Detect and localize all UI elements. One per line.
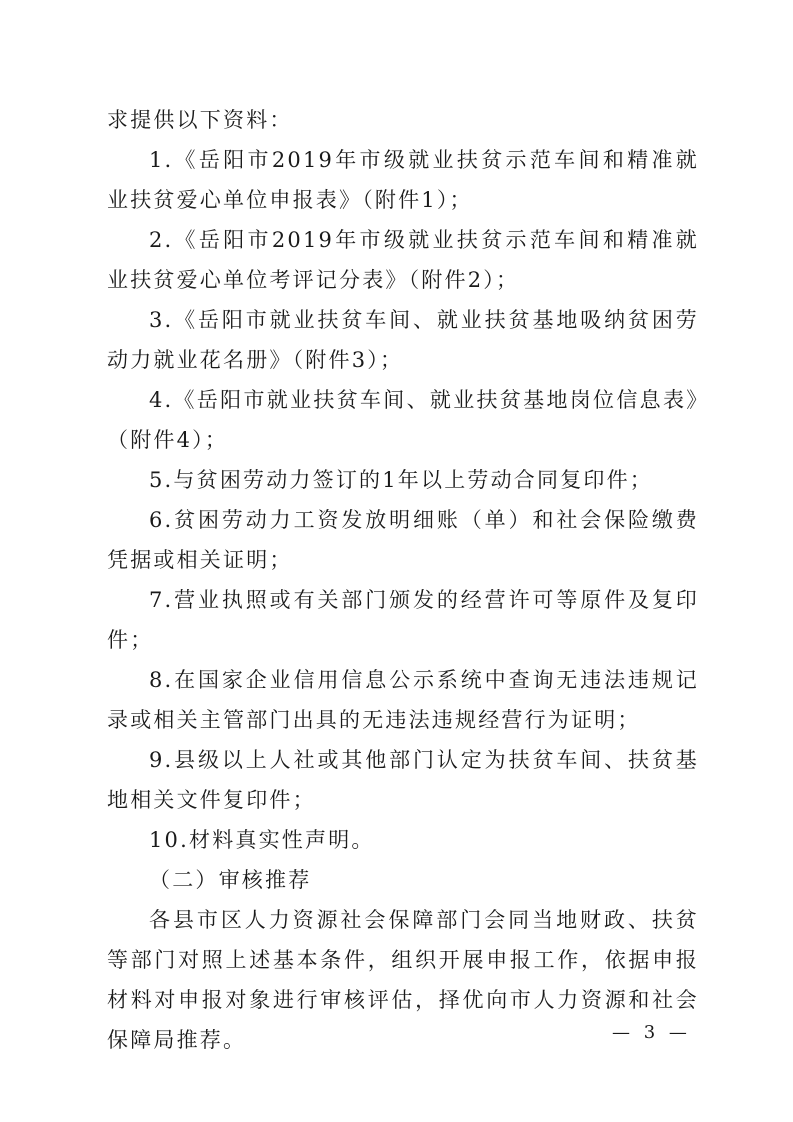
material-item-6: 6.贫困劳动力工资发放明细账（单）和社会保险缴费凭据或相关证明； [107,508,699,572]
material-item-10: 10.材料真实性声明。 [149,828,375,852]
page-number: — 3 — [612,1022,691,1043]
material-item-2: 2.《岳阳市2019年市级就业扶贫示范车间和精准就业扶贫爱心单位考评记分表》（附件2）； [107,228,699,292]
section-heading: （二）审核推荐 [149,868,312,892]
section-body-paragraph: 各县市区人力资源社会保障部门会同当地财政、扶贫等部门对照上述基本条件，组织开展申报工作，依据申报材料对申报对象进行审核评估，择优向市人力资源和社会保障局推荐。 [107,908,699,1052]
material-item-9: 9.县级以上人社或其他部门认定为扶贫车间、扶贫基地相关文件复印件； [107,748,699,812]
material-item-7: 7.营业执照或有关部门颁发的经营许可等原件及复印件； [107,588,699,652]
material-item-3: 3.《岳阳市就业扶贫车间、就业扶贫基地吸纳贫困劳动力就业花名册》（附件3）； [107,308,699,372]
material-item-4: 4.《岳阳市就业扶贫车间、就业扶贫基地岗位信息表》（附件4）； [107,388,699,452]
material-item-5: 5.与贫困劳动力签订的1年以上劳动合同复印件； [149,468,653,492]
lead-paragraph: 求提供以下资料： [107,108,293,132]
document-body [107,100,699,1060]
material-item-1: 1.《岳阳市2019年市级就业扶贫示范车间和精准就业扶贫爱心单位申报表》（附件1）； [107,148,699,212]
material-item-8: 8.在国家企业信用信息公示系统中查询无违法违规记录或相关主管部门出具的无违法违规经营行为证明； [107,668,699,732]
